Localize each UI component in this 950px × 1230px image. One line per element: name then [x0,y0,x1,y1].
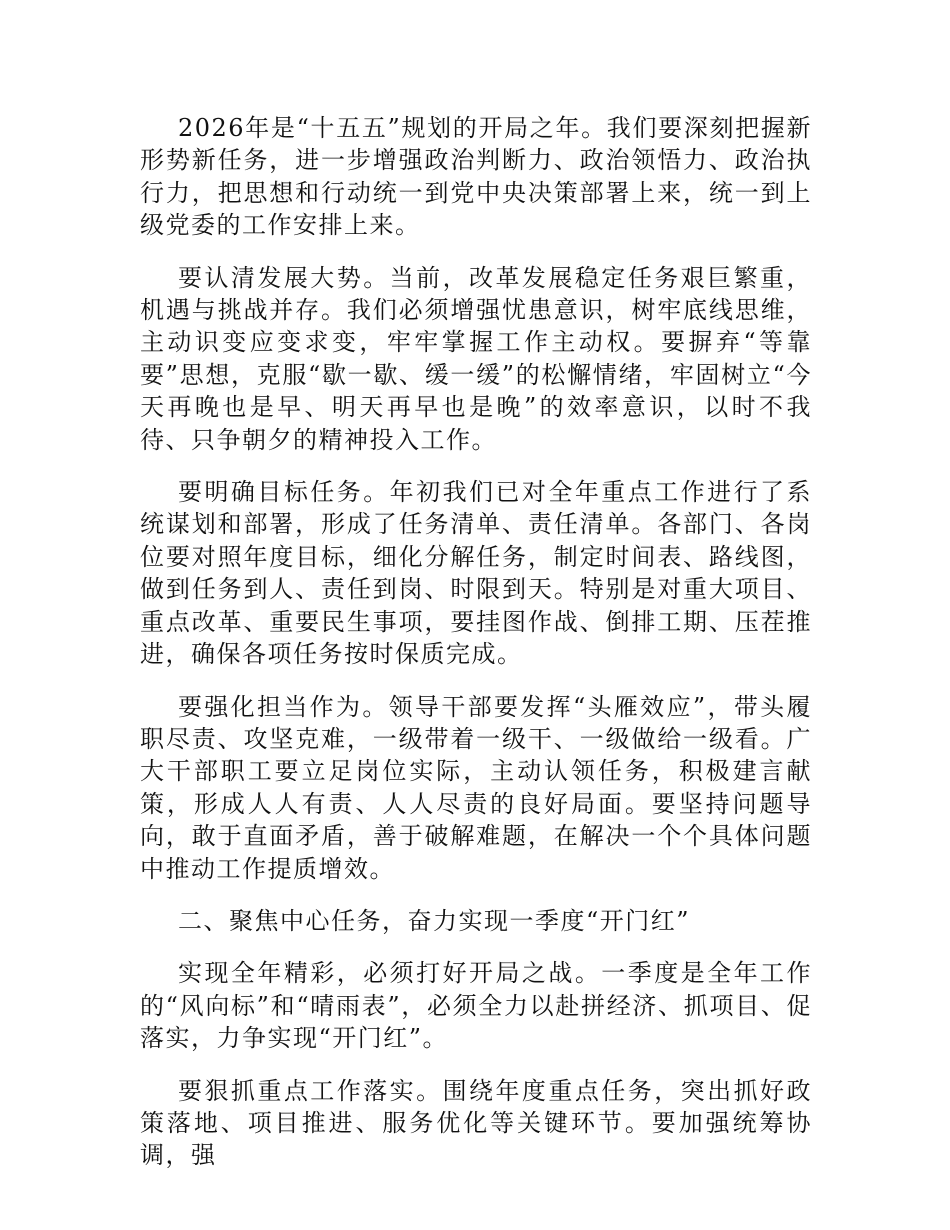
paragraph-responsibility: 要强化担当作为。领导干部要发挥“头雁效应”，带头履职尽责、攻坚克难，一级带着一级干、一级做给一级看。广大干部职工要立足岗位实际，主动认领任务，积极建言献策，形成人人有责、人人尽责的良好局面。要坚持问题导向，敢于直面矛盾，善于破解难题，在解决一个个具体问题中推动工作提质增效。 [140,692,812,883]
paragraph-intro: 2026年是“十五五”规划的开局之年。我们要深刻把握新形势新任务，进一步增强政治判断力、政治领悟力、政治执行力，把思想和行动统一到党中央决策部署上来，统一到上级党委的工作安排上来。 [140,114,812,240]
section-heading-2: 二、聚焦中心任务，奋力实现一季度“开门红” [178,906,691,935]
paragraph-key-work: 要狠抓重点工作落实。围绕年度重点任务，突出抓好政策落地、项目推进、服务优化等关键环节。要加强统筹协调，强 [140,1076,812,1170]
paragraph-first-quarter: 实现全年精彩，必须打好开局之战。一季度是全年工作的“风向标”和“晴雨表”，必须全力以赴拼经济、抓项目、促落实，力争实现“开门红”。 [140,959,812,1053]
document-body [140,112,812,1192]
paragraph-goals-tasks: 要明确目标任务。年初我们已对全年重点工作进行了系统谋划和部署，形成了任务清单、责任清单。各部门、各岗位要对照年度目标，细化分解任务，制定时间表、路线图，做到任务到人、责任到岗、时限到天。特别是对重大项目、重点改革、重要民生事项，要挂图作战、倒排工期、压茬推进，确保各项任务按时保质完成。 [140,478,812,669]
paragraph-development-trend: 要认清发展大势。当前，改革发展稳定任务艰巨繁重，机遇与挑战并存。我们必须增强忧患意识，树牢底线思维，主动识变应变求变，牢牢掌握工作主动权。要摒弃“等靠要”思想，克服“歇一歇、缓一缓”的松懈情绪，牢固树立“今天再晚也是早、明天再早也是晚”的效率意识，以时不我待、只争朝夕的精神投入工作。 [140,263,812,454]
